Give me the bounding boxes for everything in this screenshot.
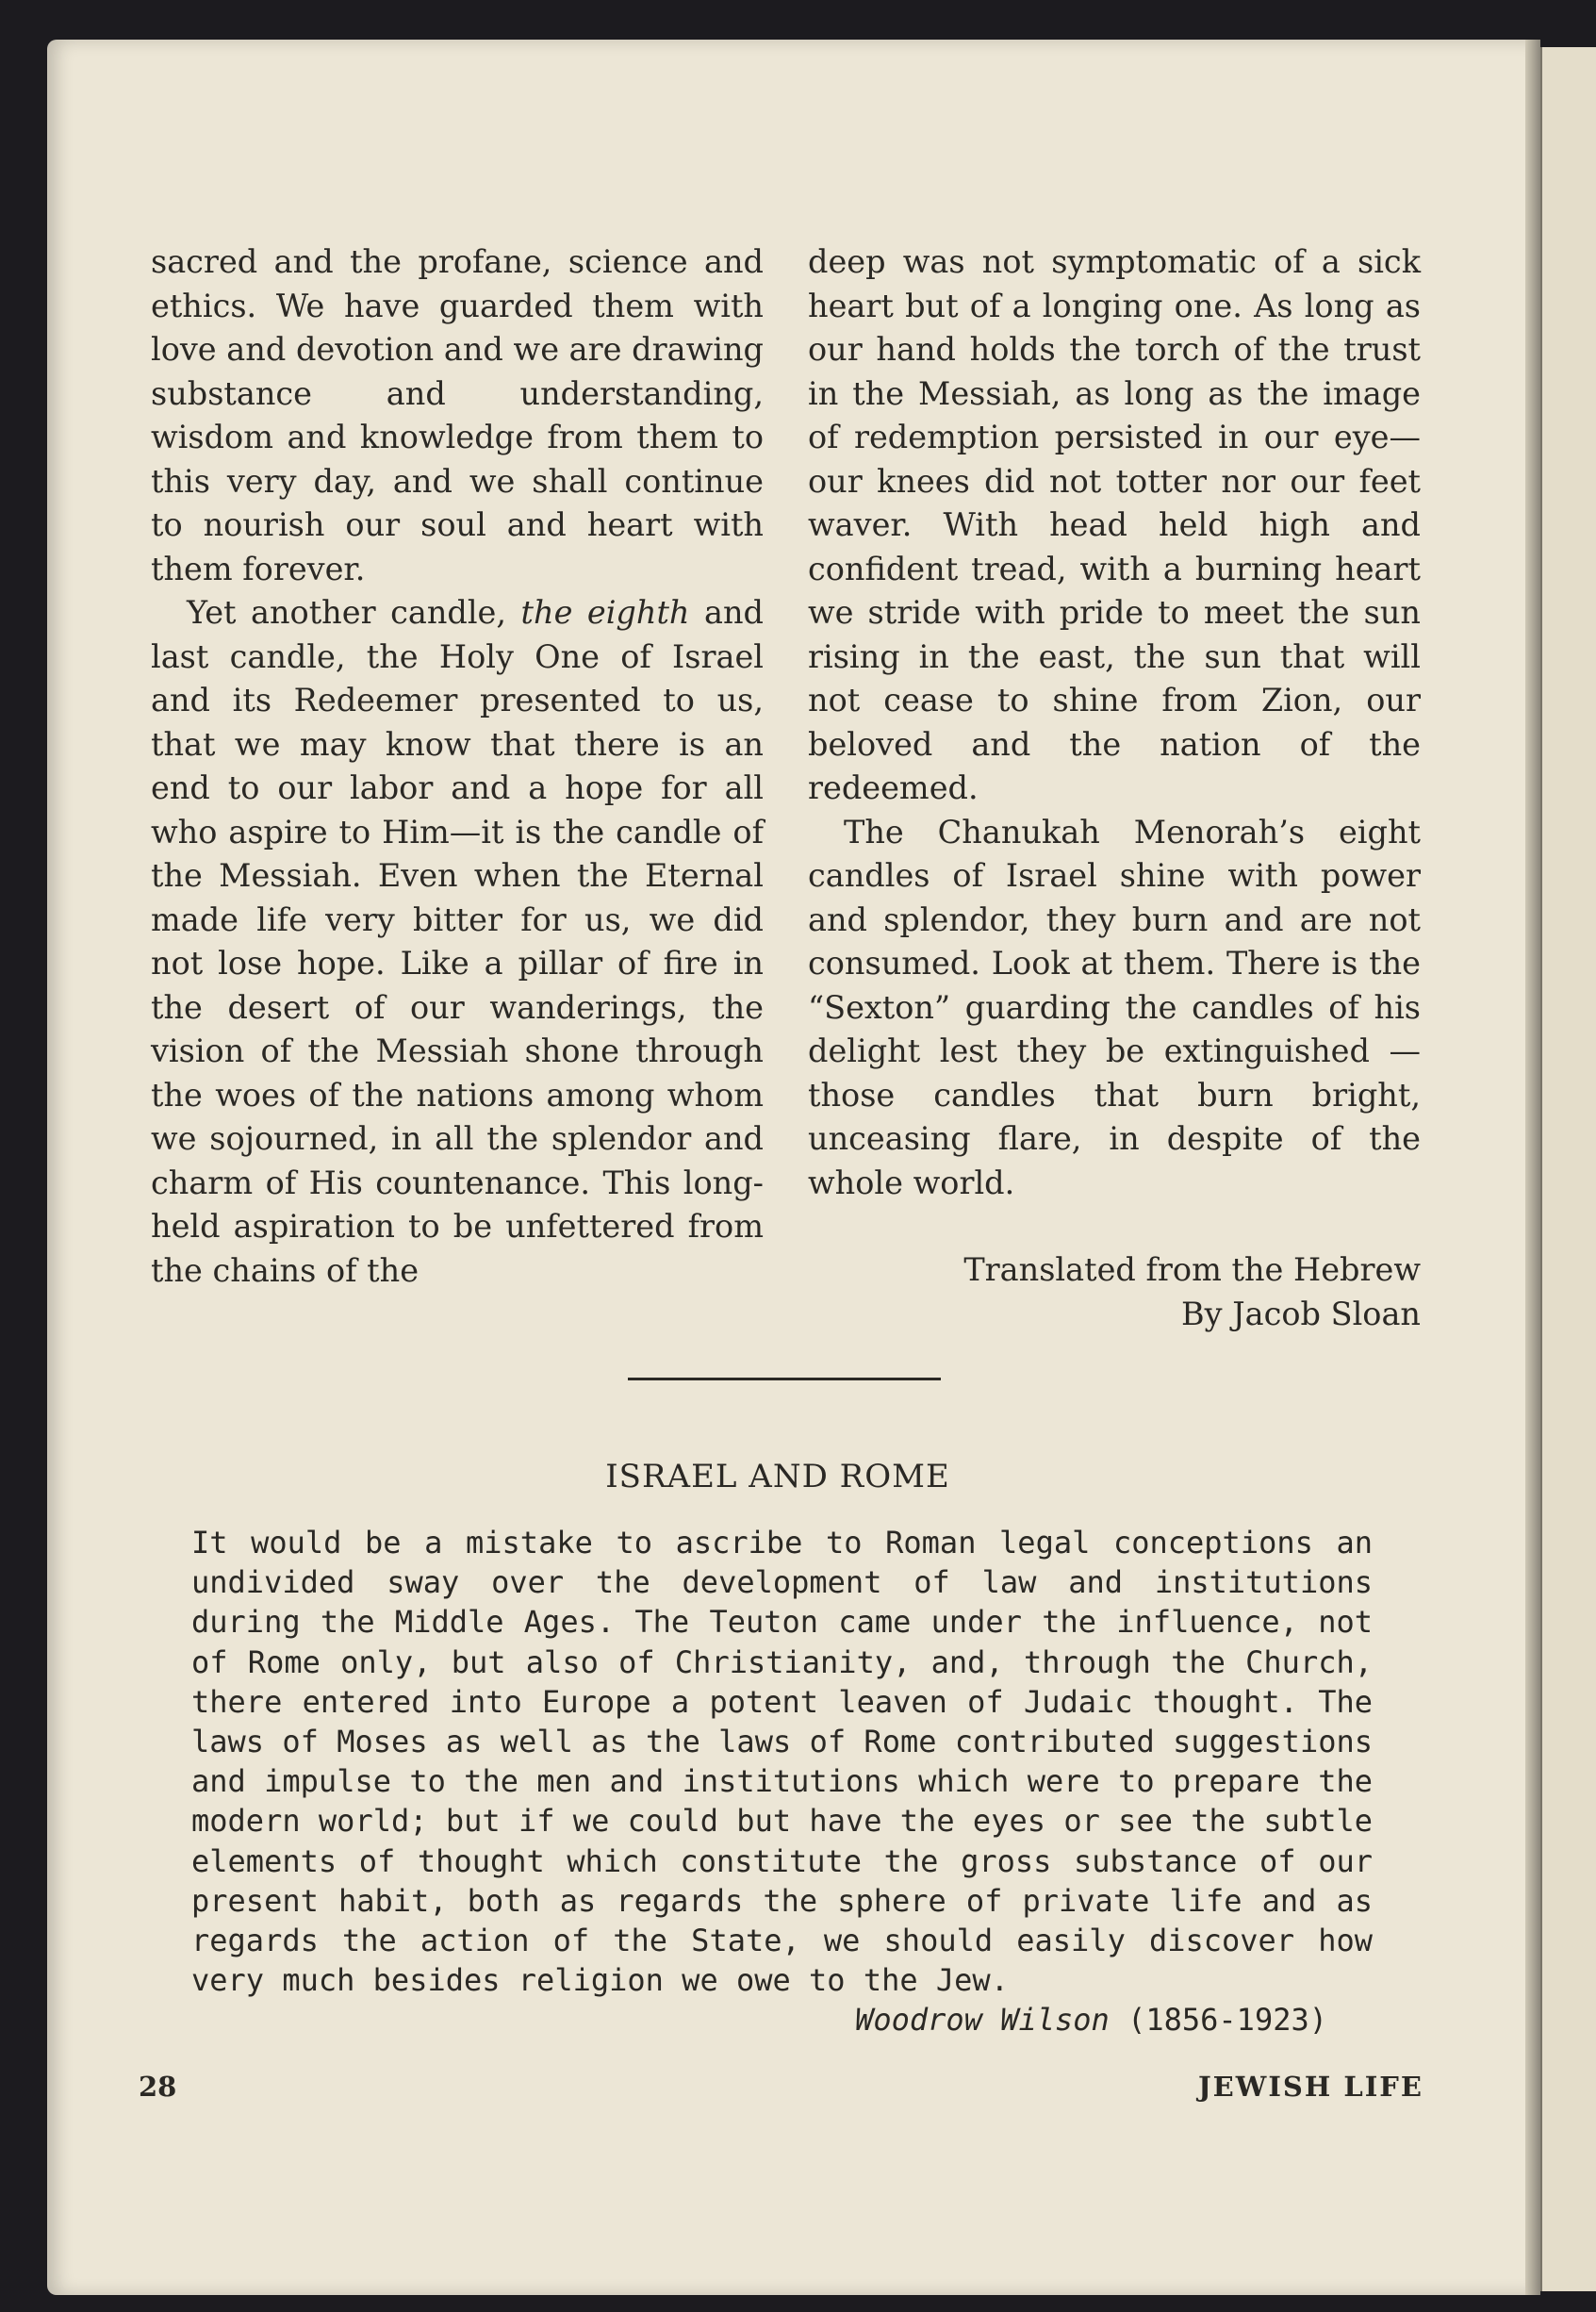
- translation-credit: [808, 1248, 1421, 1336]
- right-paragraph-menorah: The Chanukah Menorah’s eight candles of Israel shine with power and splendor, they burn and are not consumed. Look at them. There is the “Sexton” guarding the candles of his delight lest they be extinguished — those candles that burn bright, unceasing flare, in despite of the whole world.: [808, 813, 1421, 1201]
- section-divider: [628, 1378, 941, 1380]
- emphasis-the-eighth: the eighth: [520, 594, 690, 631]
- quote-attribution: [191, 2000, 1373, 2040]
- translation-credit-line2: By Jacob Sloan: [1181, 1295, 1421, 1332]
- left-column: [151, 240, 764, 1293]
- wilson-quote: [191, 1523, 1373, 2040]
- left-paragraph-lead: Yet another candle,: [187, 594, 521, 631]
- running-footer-title: JEWISH LIFE: [1197, 2071, 1423, 2103]
- quote-author-name: Woodrow Wilson: [855, 2002, 1110, 2039]
- left-paragraph-body: and last candle, the Holy One of Israel and its Redeemer presented to us, that we may know that there is an end to our labor and a hope for all who aspire to Him—it is the candle of the Messiah. Even when the Eternal made life very bitter for us, we did not lose hope. Like a pillar of fire in the desert of our wanderings, the vision of the Messiah shone through the woes of the nations among whom we sojourned, in all the splendor and charm of His countenance. This long-held aspiration to be unfettered from the chains of the: [151, 594, 764, 1289]
- left-paragraph-eighth-candle: [151, 591, 764, 1293]
- section-title: ISRAEL AND ROME: [605, 1458, 950, 1495]
- left-paragraph-continued: sacred and the profane, science and ethics. We have guarded them with love and devotion and we are drawing substance and understanding, wisdom and knowledge from them to this very day, and we shall continue to nourish our soul and heart with them forever.: [151, 243, 764, 587]
- quote-text: It would be a mistake to ascribe to Roman legal conceptions an undivided sway over the development of law and institutions during the Middle Ages. The Teuton came under the influence, not of Rome only, but also of Christianity, and, through the Church, there entered into Europe a potent leaven of Judaic thought. The laws of Moses as well as the laws of Rome contributed suggestions and impulse to the men and institutions which were to prepare the modern world; but if we could but have the eyes or see the subtle elements of thought which constitute the gross substance of our present habit, both as regards the sphere of private life and as regards the action of the State, we should easily discover how very much besides religion we owe to the Jew.: [191, 1525, 1373, 1999]
- right-column: [808, 240, 1421, 1336]
- page-number: 28: [139, 2071, 177, 2103]
- translation-credit-line1: Translated from the Hebrew: [963, 1251, 1421, 1288]
- page-spine: [1525, 40, 1540, 2295]
- quote-author-years: (1856-1923): [1127, 2002, 1327, 2039]
- adjacent-page-edge: [1540, 47, 1596, 2291]
- right-paragraph-continued: deep was not symptomatic of a sick heart but of a longing one. As long as our hand holds the torch of the trust in the Messiah, as long as the image of redemption persisted in our eye—our knees did not totter nor our feet waver. With head held high and confident tread, with a burning heart we stride with pride to meet the sun rising in the east, the sun that will not cease to shine from Zion, our beloved and the nation of the redeemed.: [808, 243, 1421, 806]
